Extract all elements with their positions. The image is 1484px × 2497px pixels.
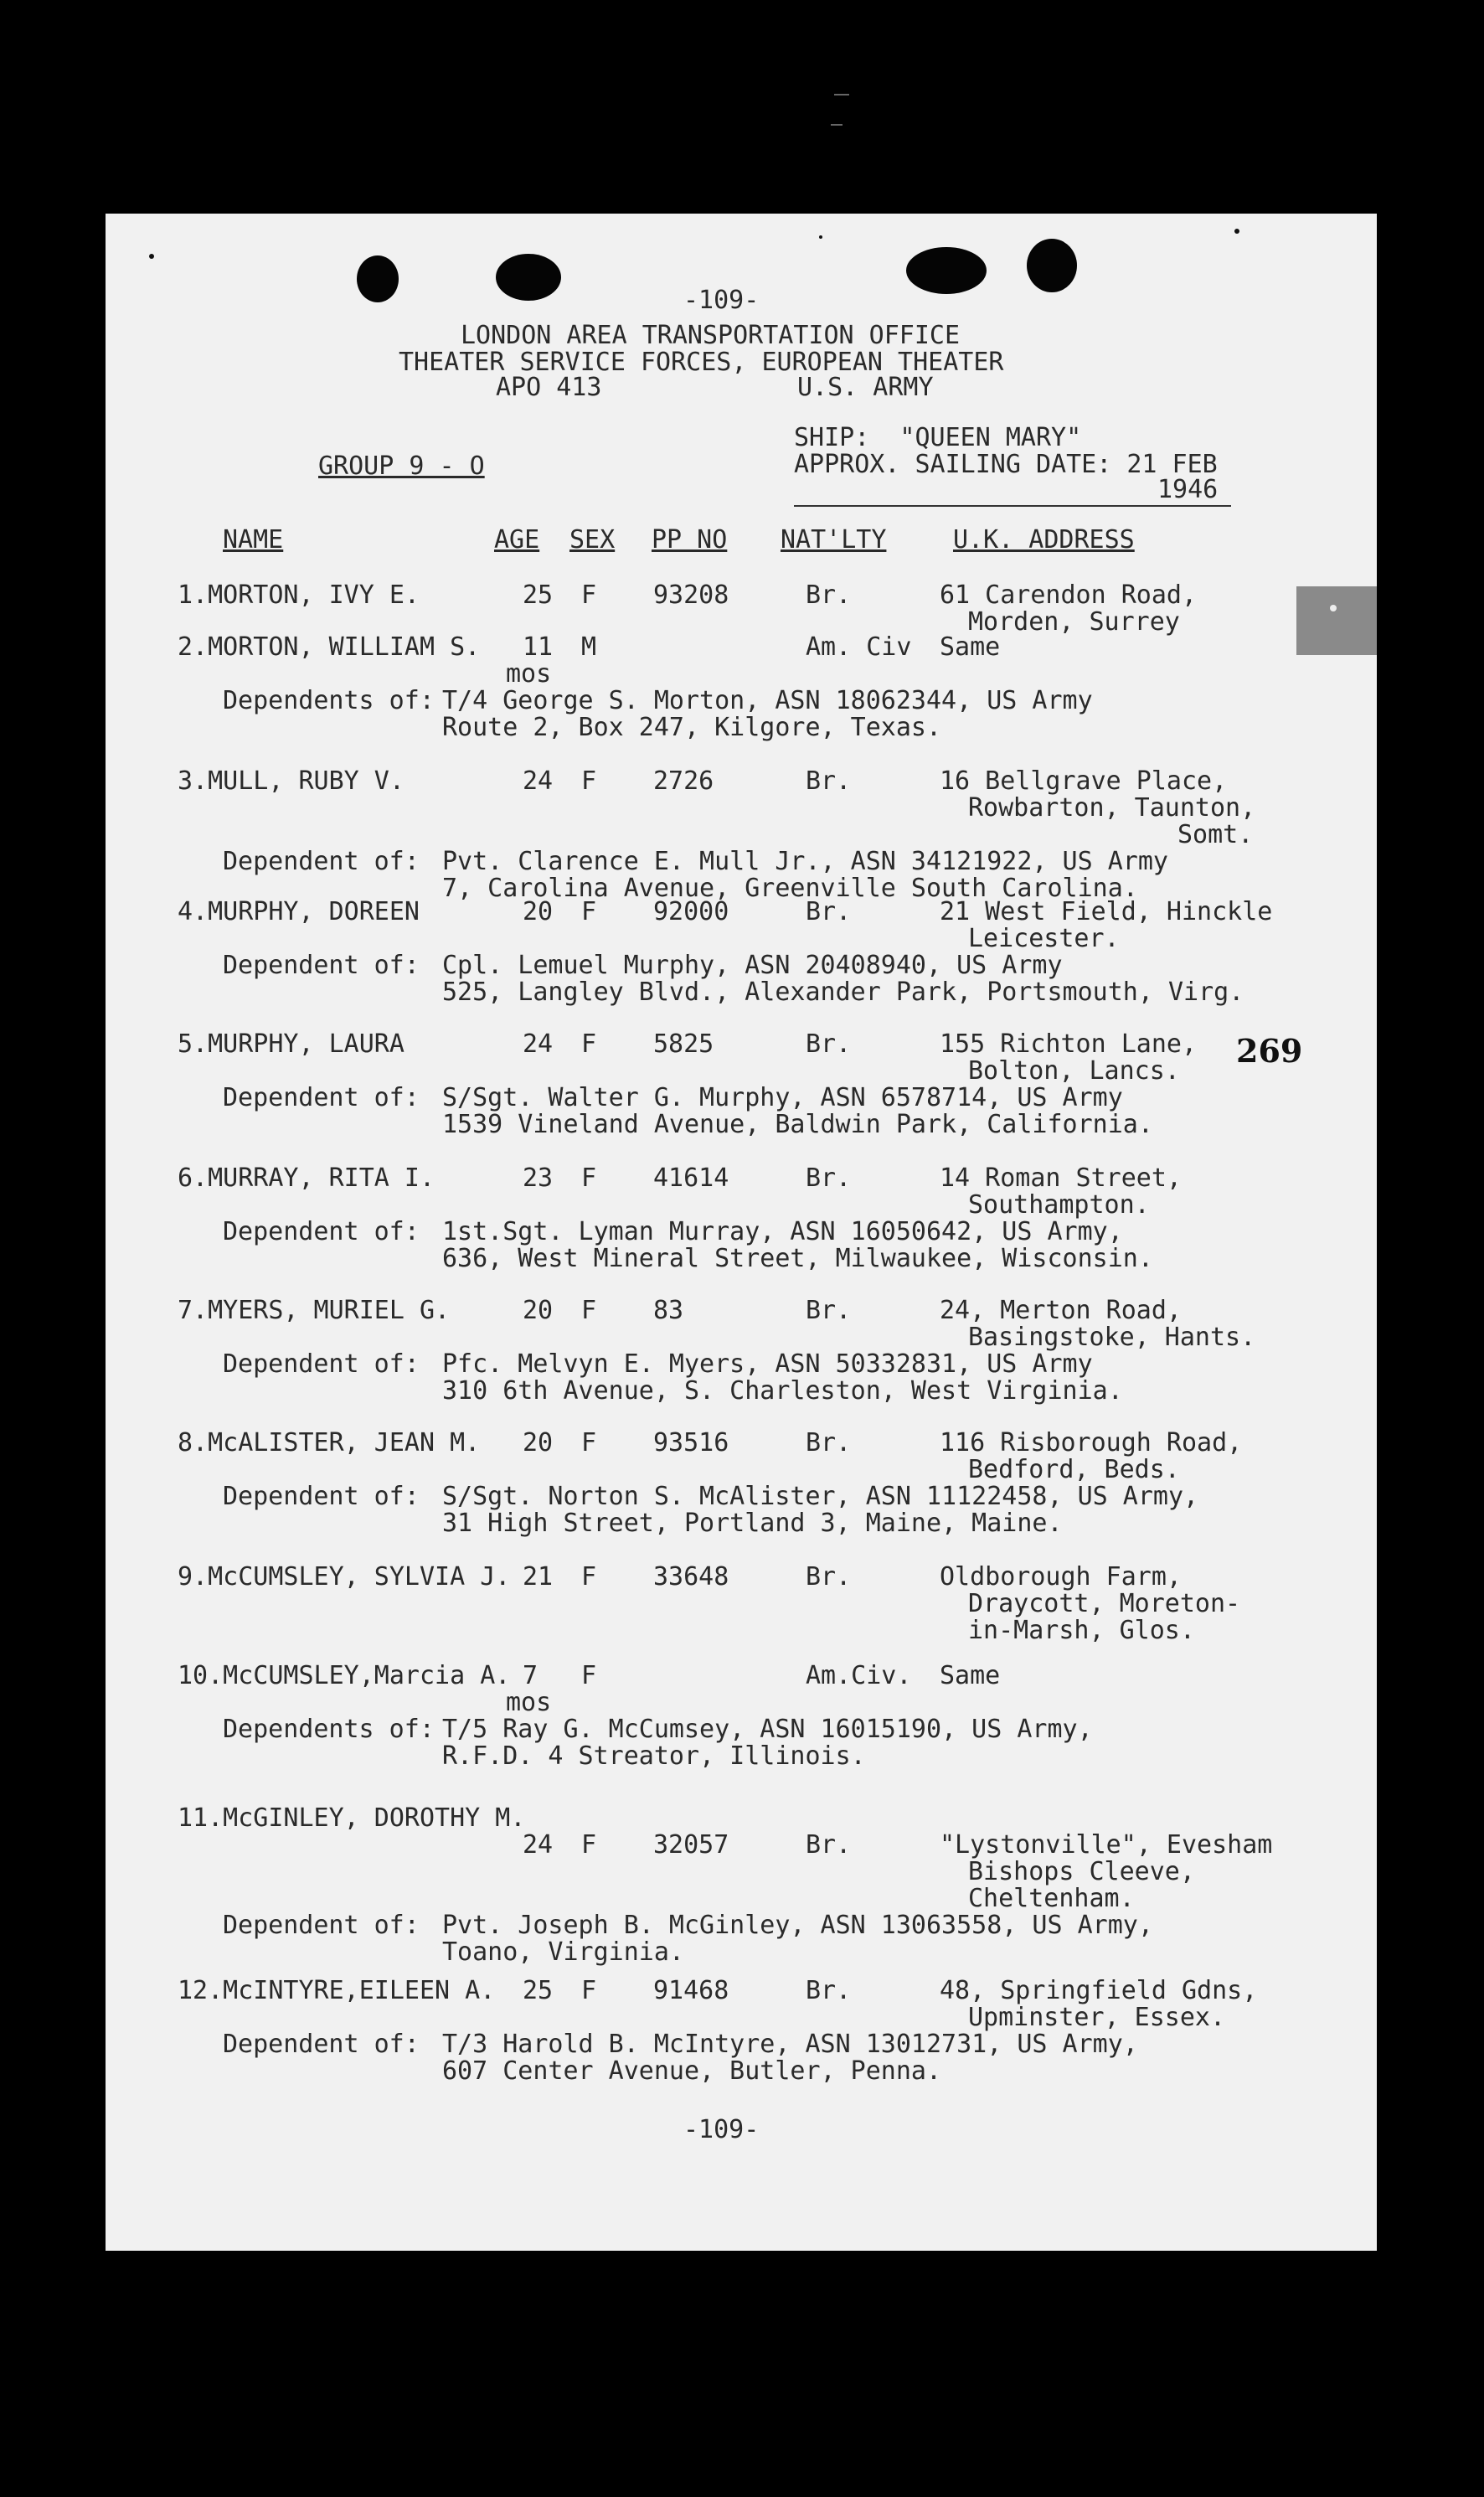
entry-pp-no: 5825 [653, 1029, 714, 1059]
entry-dependent-label: Dependents of: [223, 1715, 435, 1744]
col-sex: SEX [569, 525, 616, 555]
entry-nationality: Am. Civ [806, 632, 912, 662]
entry-dependent-label: Dependents of: [223, 686, 435, 715]
entry-dependent-line: Pfc. Melvyn E. Myers, ASN 50332831, US Army [442, 1349, 1093, 1379]
entry-name: 7.MYERS, MURIEL G. [178, 1296, 451, 1325]
sailing-year: 1946 [1157, 475, 1219, 504]
entry-dependent-label: Dependent of: [223, 951, 420, 980]
entry-name: 5.MURPHY, LAURA [178, 1029, 404, 1059]
entry-address-line: Cheltenham. [968, 1884, 1135, 1913]
entry-age: 25 [523, 1976, 554, 2005]
entry-sex: F [581, 766, 597, 796]
tab-mark [1330, 605, 1337, 611]
entry-nationality: Br. [806, 766, 852, 796]
entry-name: 8.McALISTER, JEAN M. [178, 1428, 481, 1457]
entry-address-line: Morden, Surrey [968, 607, 1180, 637]
entry-dependent-label: Dependent of: [223, 2030, 420, 2059]
entry-dependent-line: Cpl. Lemuel Murphy, ASN 20408940, US Army [442, 951, 1063, 980]
entry-age-unit: mos [506, 1688, 552, 1717]
entry-dependent-line: 607 Center Avenue, Butler, Penna. [442, 2056, 942, 2086]
entry-address-line: 48, Springfield Gdns, [940, 1976, 1258, 2005]
entry-dependent-label: Dependent of: [223, 1349, 420, 1379]
entry-name: 12.McINTYRE,EILEEN A. [178, 1976, 496, 2005]
entry-name: 4.MURPHY, DOREEN [178, 897, 420, 926]
entry-nationality: Am.Civ. [806, 1661, 912, 1690]
entry-dependent-line: S/Sgt. Norton S. McAlister, ASN 11122458, US Army, [442, 1482, 1199, 1511]
entry-dependent-line: 1539 Vineland Avenue, Baldwin Park, California. [442, 1110, 1153, 1139]
entry-nationality: Br. [806, 1296, 852, 1325]
entry-address-line: Upminster, Essex. [968, 2003, 1226, 2032]
entry-dependent-line: R.F.D. 4 Streator, Illinois. [442, 1741, 866, 1771]
header-office: LONDON AREA TRANSPORTATION OFFICE [461, 321, 961, 350]
side-tab [1296, 586, 1377, 655]
col-nationality: NAT'LTY [781, 525, 887, 555]
entry-name: 3.MULL, RUBY V. [178, 766, 404, 796]
entry-dependent-line: 7, Carolina Avenue, Greenville South Carolina. [442, 874, 1138, 903]
entry-age: 7 [523, 1661, 538, 1690]
entry-address-line: 16 Bellgrave Place, [940, 766, 1228, 796]
entry-address-line: Same [940, 632, 1001, 662]
entry-dependent-line: Pvt. Joseph B. McGinley, ASN 13063558, US Army, [442, 1911, 1153, 1940]
entry-pp-no: 2726 [653, 766, 714, 796]
entry-dependent-line: 31 High Street, Portland 3, Maine, Maine. [442, 1509, 1063, 1538]
col-address: U.K. ADDRESS [953, 525, 1135, 555]
entry-address-line: Draycott, Moreton- [968, 1589, 1241, 1618]
group-label: GROUP 9 - O [318, 451, 485, 481]
entry-address-line: 24, Merton Road, [940, 1296, 1182, 1325]
entry-dependent-line: 310 6th Avenue, S. Charleston, West Virginia. [442, 1376, 1123, 1406]
page-stamp: 269 [1236, 1032, 1303, 1070]
entry-sex: F [581, 1976, 597, 2005]
entry-nationality: Br. [806, 1163, 852, 1193]
entry-address-line: in-Marsh, Glos. [968, 1616, 1195, 1645]
entry-pp-no: 91468 [653, 1976, 729, 2005]
entry-address-line: Southampton. [968, 1190, 1150, 1220]
entry-nationality: Br. [806, 1428, 852, 1457]
punch-hole [1027, 239, 1077, 292]
entry-address-line: Bishops Cleeve, [968, 1857, 1195, 1886]
entry-dependent-line: Route 2, Box 247, Kilgore, Texas. [442, 713, 942, 742]
entry-name: 2.MORTON, WILLIAM S. [178, 632, 481, 662]
entry-age: 23 [523, 1163, 554, 1193]
entry-age-unit: mos [506, 659, 552, 689]
entry-pp-no: 32057 [653, 1830, 729, 1860]
entry-sex: F [581, 1428, 597, 1457]
entry-address-line: Same [940, 1661, 1001, 1690]
edge-mark-1 [834, 94, 849, 95]
entry-pp-no: 93208 [653, 580, 729, 610]
entry-address-line: 21 West Field, Hinckle [940, 897, 1273, 926]
entry-nationality: Br. [806, 1976, 852, 2005]
header-army: U.S. ARMY [797, 373, 934, 402]
entry-nationality: Br. [806, 1830, 852, 1860]
speck [149, 254, 154, 259]
page-number-bottom: -109- [683, 2115, 760, 2144]
entry-pp-no: 41614 [653, 1163, 729, 1193]
edge-mark-2 [831, 124, 842, 126]
entry-name: 9.McCUMSLEY, SYLVIA J. [178, 1562, 511, 1592]
entry-address-line: 155 Richton Lane, [940, 1029, 1198, 1059]
speck [819, 235, 822, 239]
entry-address-line: "Lystonville", Evesham [940, 1830, 1273, 1860]
entry-age: 20 [523, 1428, 554, 1457]
entry-dependent-line: T/5 Ray G. McCumsey, ASN 16015190, US Army, [442, 1715, 1093, 1744]
entry-pp-no: 92000 [653, 897, 729, 926]
entry-age: 24 [523, 1830, 554, 1860]
entry-sex: F [581, 1163, 597, 1193]
entry-dependent-line: 636, West Mineral Street, Milwaukee, Wisconsin. [442, 1244, 1153, 1273]
entry-address-line: 14 Roman Street, [940, 1163, 1182, 1193]
entry-address-line: Bedford, Beds. [968, 1455, 1180, 1484]
document-page [106, 214, 1377, 2251]
entry-dependent-line: 525, Langley Blvd., Alexander Park, Portsmouth, Virg. [442, 978, 1244, 1007]
entry-dependent-line: Toano, Virginia. [442, 1937, 684, 1967]
entry-nationality: Br. [806, 1029, 852, 1059]
entry-sex: F [581, 1830, 597, 1860]
entry-dependent-line: Pvt. Clarence E. Mull Jr., ASN 34121922, US Army [442, 847, 1168, 876]
entry-nationality: Br. [806, 1562, 852, 1592]
col-pp-no: PP NO [652, 525, 728, 555]
sailing-date: APPROX. SAILING DATE: 21 FEB [794, 450, 1218, 479]
entry-address-line: Basingstoke, Hants. [968, 1323, 1256, 1352]
punch-hole [496, 254, 561, 301]
entry-dependent-label: Dependent of: [223, 1482, 420, 1511]
entry-dependent-line: T/4 George S. Morton, ASN 18062344, US Army [442, 686, 1093, 715]
entry-dependent-line: 1st.Sgt. Lyman Murray, ASN 16050642, US Army, [442, 1217, 1123, 1246]
speck [1234, 229, 1239, 234]
entry-dependent-label: Dependent of: [223, 1083, 420, 1112]
entry-sex: M [581, 632, 597, 662]
entry-dependent-line: S/Sgt. Walter G. Murphy, ASN 6578714, US Army [442, 1083, 1123, 1112]
entry-pp-no: 83 [653, 1296, 684, 1325]
ship-name: SHIP: "QUEEN MARY" [794, 423, 1082, 452]
date-underline [794, 505, 1231, 507]
entry-sex: F [581, 1661, 597, 1690]
entry-age: 25 [523, 580, 554, 610]
entry-nationality: Br. [806, 897, 852, 926]
entry-address-line: 116 Risborough Road, [940, 1428, 1243, 1457]
header-apo: APO 413 [496, 373, 602, 402]
entry-sex: F [581, 1296, 597, 1325]
entry-address-line: Oldborough Farm, [940, 1562, 1182, 1592]
entry-sex: F [581, 1029, 597, 1059]
entry-name: 6.MURRAY, RITA I. [178, 1163, 435, 1193]
entry-name: 1.MORTON, IVY E. [178, 580, 420, 610]
entry-name: 11.McGINLEY, DOROTHY M. [178, 1803, 526, 1833]
entry-pp-no: 33648 [653, 1562, 729, 1592]
entry-dependent-label: Dependent of: [223, 1911, 420, 1940]
entry-address-line: Bolton, Lancs. [968, 1056, 1180, 1086]
entry-pp-no: 93516 [653, 1428, 729, 1457]
entry-age: 11 [523, 632, 554, 662]
entry-address-line: 61 Carendon Road, [940, 580, 1198, 610]
entry-dependent-label: Dependent of: [223, 847, 420, 876]
entry-age: 24 [523, 766, 554, 796]
punch-hole [906, 247, 987, 294]
entry-age: 21 [523, 1562, 554, 1592]
entry-address-line: Rowbarton, Taunton, [968, 793, 1256, 823]
entry-address-line: Somt. [1177, 820, 1254, 849]
entry-age: 24 [523, 1029, 554, 1059]
entry-sex: F [581, 580, 597, 610]
punch-hole [357, 255, 399, 302]
col-name: NAME [223, 525, 284, 555]
header-forces: THEATER SERVICE FORCES, EUROPEAN THEATER [399, 348, 1004, 377]
entry-sex: F [581, 897, 597, 926]
entry-dependent-label: Dependent of: [223, 1217, 420, 1246]
entry-address-line: Leicester. [968, 924, 1120, 953]
entry-dependent-line: T/3 Harold B. McIntyre, ASN 13012731, US Army, [442, 2030, 1138, 2059]
entry-sex: F [581, 1562, 597, 1592]
col-age: AGE [494, 525, 540, 555]
page-number-top: -109- [683, 286, 760, 315]
entry-nationality: Br. [806, 580, 852, 610]
entry-name: 10.McCUMSLEY,Marcia A. [178, 1661, 511, 1690]
entry-age: 20 [523, 897, 554, 926]
entry-age: 20 [523, 1296, 554, 1325]
